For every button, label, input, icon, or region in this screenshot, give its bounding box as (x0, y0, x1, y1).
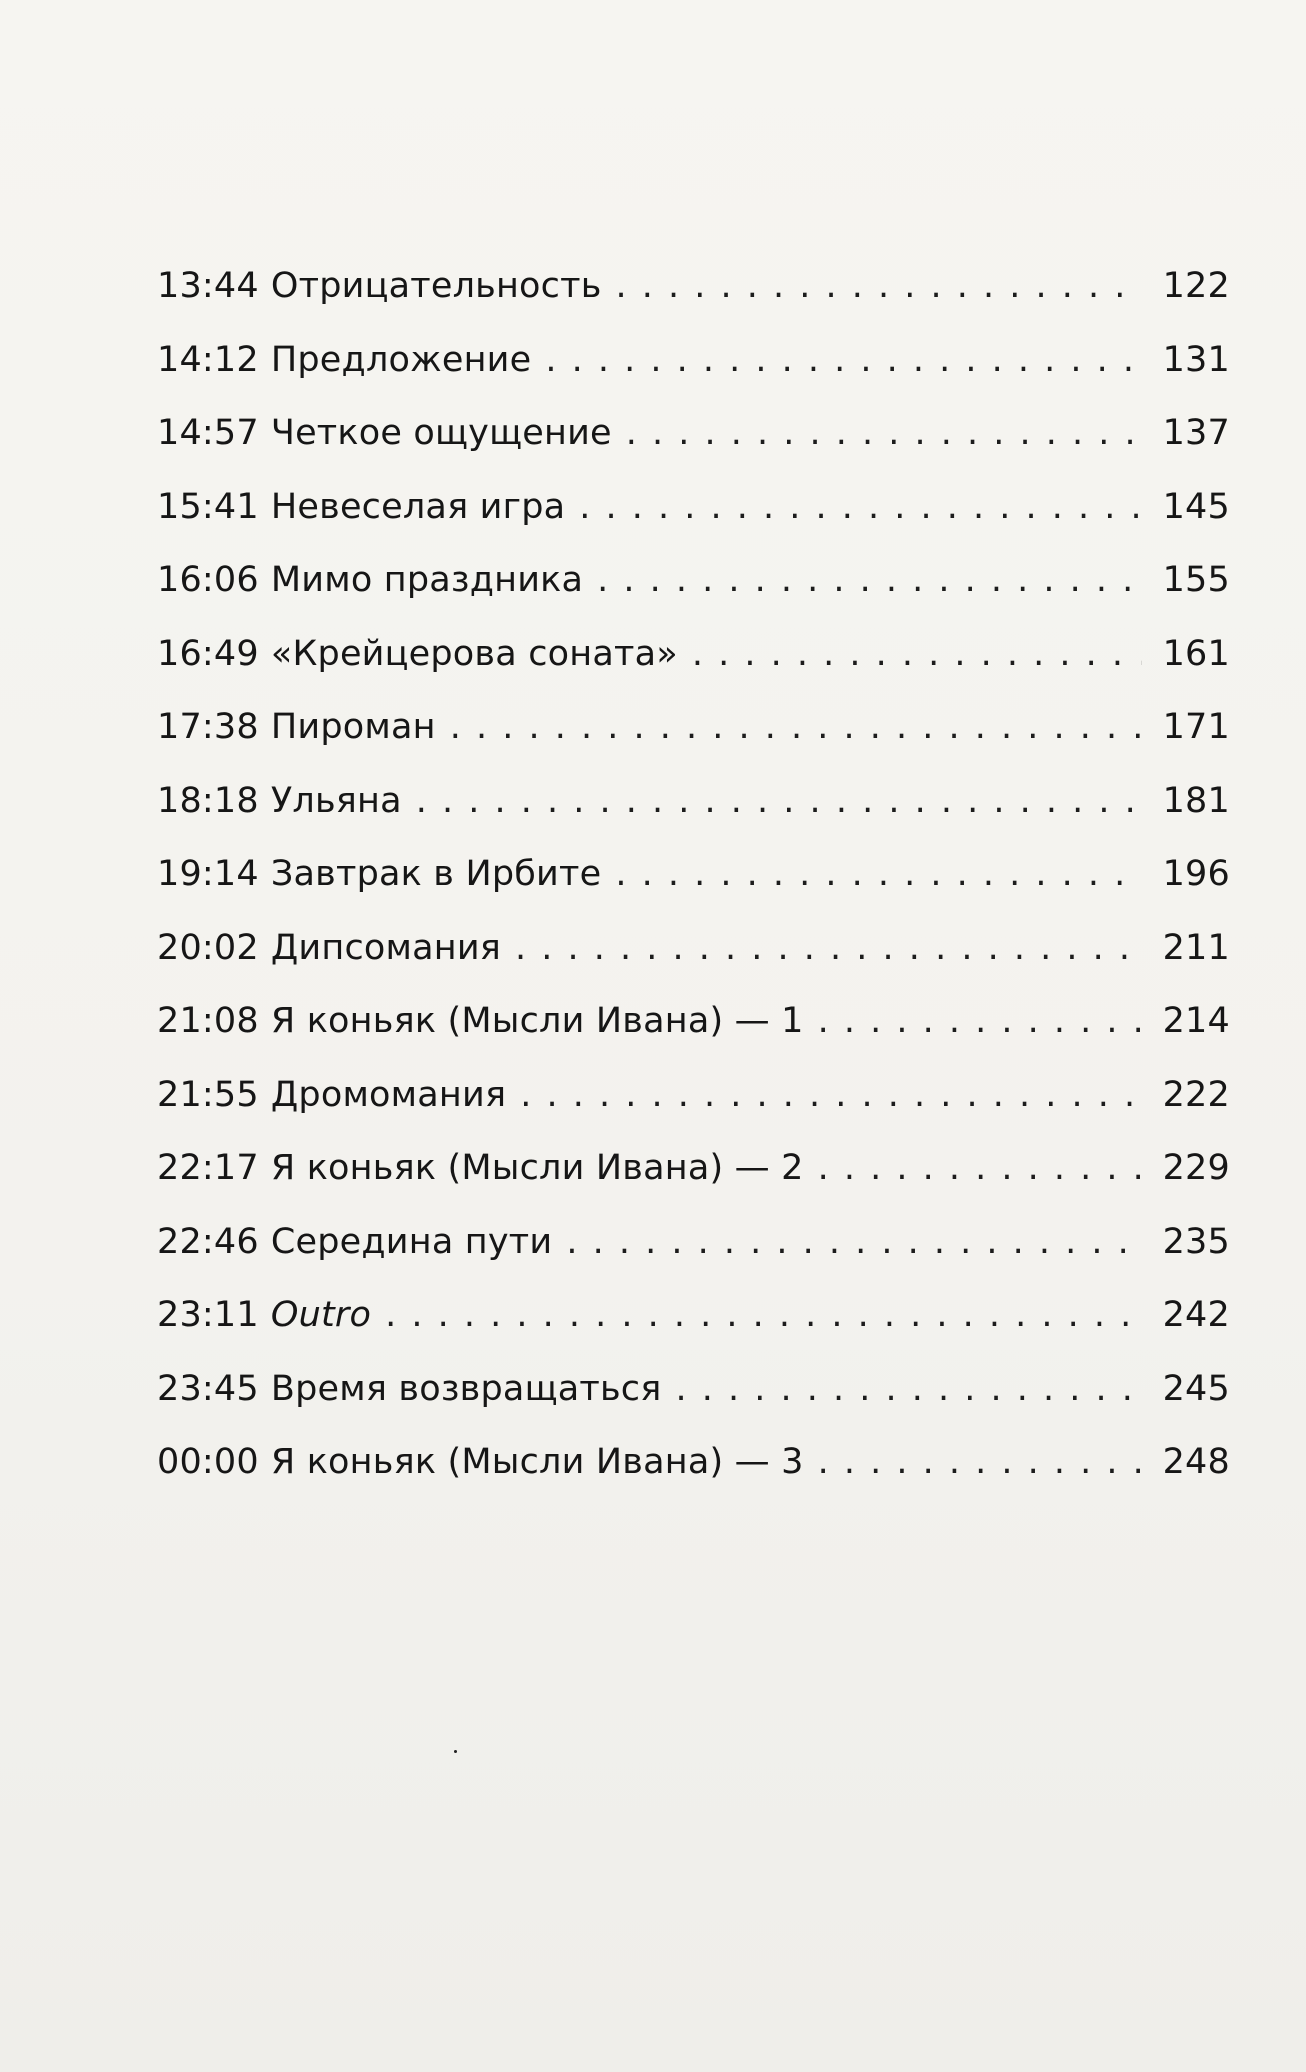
entry-title: «Крейцерова соната» (270, 633, 678, 674)
toc-entry (157, 838, 1230, 912)
print-speck (454, 1750, 457, 1753)
entry-title: Ульяна (270, 780, 402, 821)
entry-page-number: 122 (1162, 266, 1230, 306)
entry-page-number: 229 (1162, 1148, 1230, 1188)
dot-leader (597, 544, 1142, 618)
toc-entry (157, 1279, 1230, 1353)
entry-time: 23:45 (157, 1368, 259, 1409)
entry-time: 15:41 (157, 486, 259, 527)
entry-time: 14:57 (157, 413, 259, 453)
entry-time: 16:49 (157, 633, 259, 674)
entry-page-number: 235 (1162, 1221, 1230, 1262)
entry-title: Отрицательность (270, 266, 602, 306)
entry-title: Предложение (270, 339, 532, 380)
entry-time: 21:08 (157, 1001, 259, 1041)
toc-entry (157, 1132, 1230, 1206)
entry-time: 13:44 (157, 266, 259, 306)
dot-leader (515, 912, 1142, 986)
entry-page-number: 131 (1162, 339, 1230, 380)
toc-entry (157, 250, 1230, 324)
toc-entry (157, 1206, 1230, 1280)
entry-page-number: 211 (1162, 927, 1230, 968)
entry-time: 00:00 (157, 1442, 259, 1482)
toc-entry (157, 324, 1230, 398)
dot-leader (818, 1132, 1142, 1206)
entry-title: Я коньяк (Мысли Ивана) — 3 (270, 1442, 804, 1482)
entry-page-number: 155 (1162, 560, 1230, 600)
dot-leader (615, 838, 1142, 912)
entry-title: Я коньяк (Мысли Ивана) — 2 (270, 1148, 804, 1188)
toc-entry (157, 691, 1230, 765)
dot-leader (692, 618, 1142, 692)
dot-leader (566, 1206, 1142, 1280)
dot-leader (545, 324, 1142, 398)
dot-leader (818, 985, 1142, 1059)
entry-title: Дипсомания (270, 927, 502, 968)
entry-title: Я коньяк (Мысли Ивана) — 1 (270, 1001, 804, 1041)
entry-title: Дромомания (270, 1074, 507, 1115)
entry-time: 14:12 (157, 339, 259, 380)
entry-title: Четкое ощущение (270, 413, 612, 453)
entry-page-number: 196 (1162, 854, 1230, 894)
entry-time: 17:38 (157, 707, 259, 747)
entry-title: Невеселая игра (270, 486, 566, 527)
entry-page-number: 242 (1162, 1295, 1230, 1335)
toc-entry (157, 985, 1230, 1059)
dot-leader (626, 397, 1142, 471)
entry-title: Outro (270, 1295, 372, 1335)
toc-entry (157, 912, 1230, 986)
table-of-contents (157, 250, 1230, 1500)
dot-leader (818, 1426, 1142, 1500)
dot-leader (616, 250, 1142, 324)
entry-page-number: 245 (1162, 1368, 1230, 1409)
entry-title: Пироман (270, 707, 436, 747)
toc-entry (157, 397, 1230, 471)
dot-leader (450, 691, 1142, 765)
entry-time: 18:18 (157, 780, 259, 821)
entry-page-number: 137 (1162, 413, 1230, 453)
dot-leader (579, 471, 1142, 545)
toc-entry (157, 471, 1230, 545)
entry-time: 23:11 (157, 1295, 259, 1335)
toc-entry (157, 618, 1230, 692)
entry-time: 22:46 (157, 1221, 259, 1262)
entry-page-number: 171 (1162, 707, 1230, 747)
entry-time: 16:06 (157, 560, 259, 600)
toc-entry (157, 544, 1230, 618)
entry-time: 20:02 (157, 927, 259, 968)
toc-entry (157, 1353, 1230, 1427)
toc-entry (157, 1059, 1230, 1133)
toc-entry (157, 765, 1230, 839)
dot-leader (520, 1059, 1142, 1133)
dot-leader (416, 765, 1142, 839)
toc-entry (157, 1426, 1230, 1500)
entry-title: Мимо праздника (270, 560, 584, 600)
entry-time: 19:14 (157, 854, 259, 894)
entry-page-number: 214 (1162, 1001, 1230, 1041)
entry-title: Время возвращаться (270, 1368, 662, 1409)
entry-page-number: 161 (1162, 633, 1230, 674)
entry-page-number: 181 (1162, 780, 1230, 821)
entry-page-number: 248 (1162, 1442, 1230, 1482)
entry-page-number: 145 (1162, 486, 1230, 527)
entry-time: 22:17 (157, 1148, 259, 1188)
entry-title: Завтрак в Ирбите (270, 854, 602, 894)
dot-leader (385, 1279, 1142, 1353)
entry-time: 21:55 (157, 1074, 259, 1115)
entry-page-number: 222 (1162, 1074, 1230, 1115)
dot-leader (676, 1353, 1143, 1427)
entry-title: Середина пути (270, 1221, 553, 1262)
